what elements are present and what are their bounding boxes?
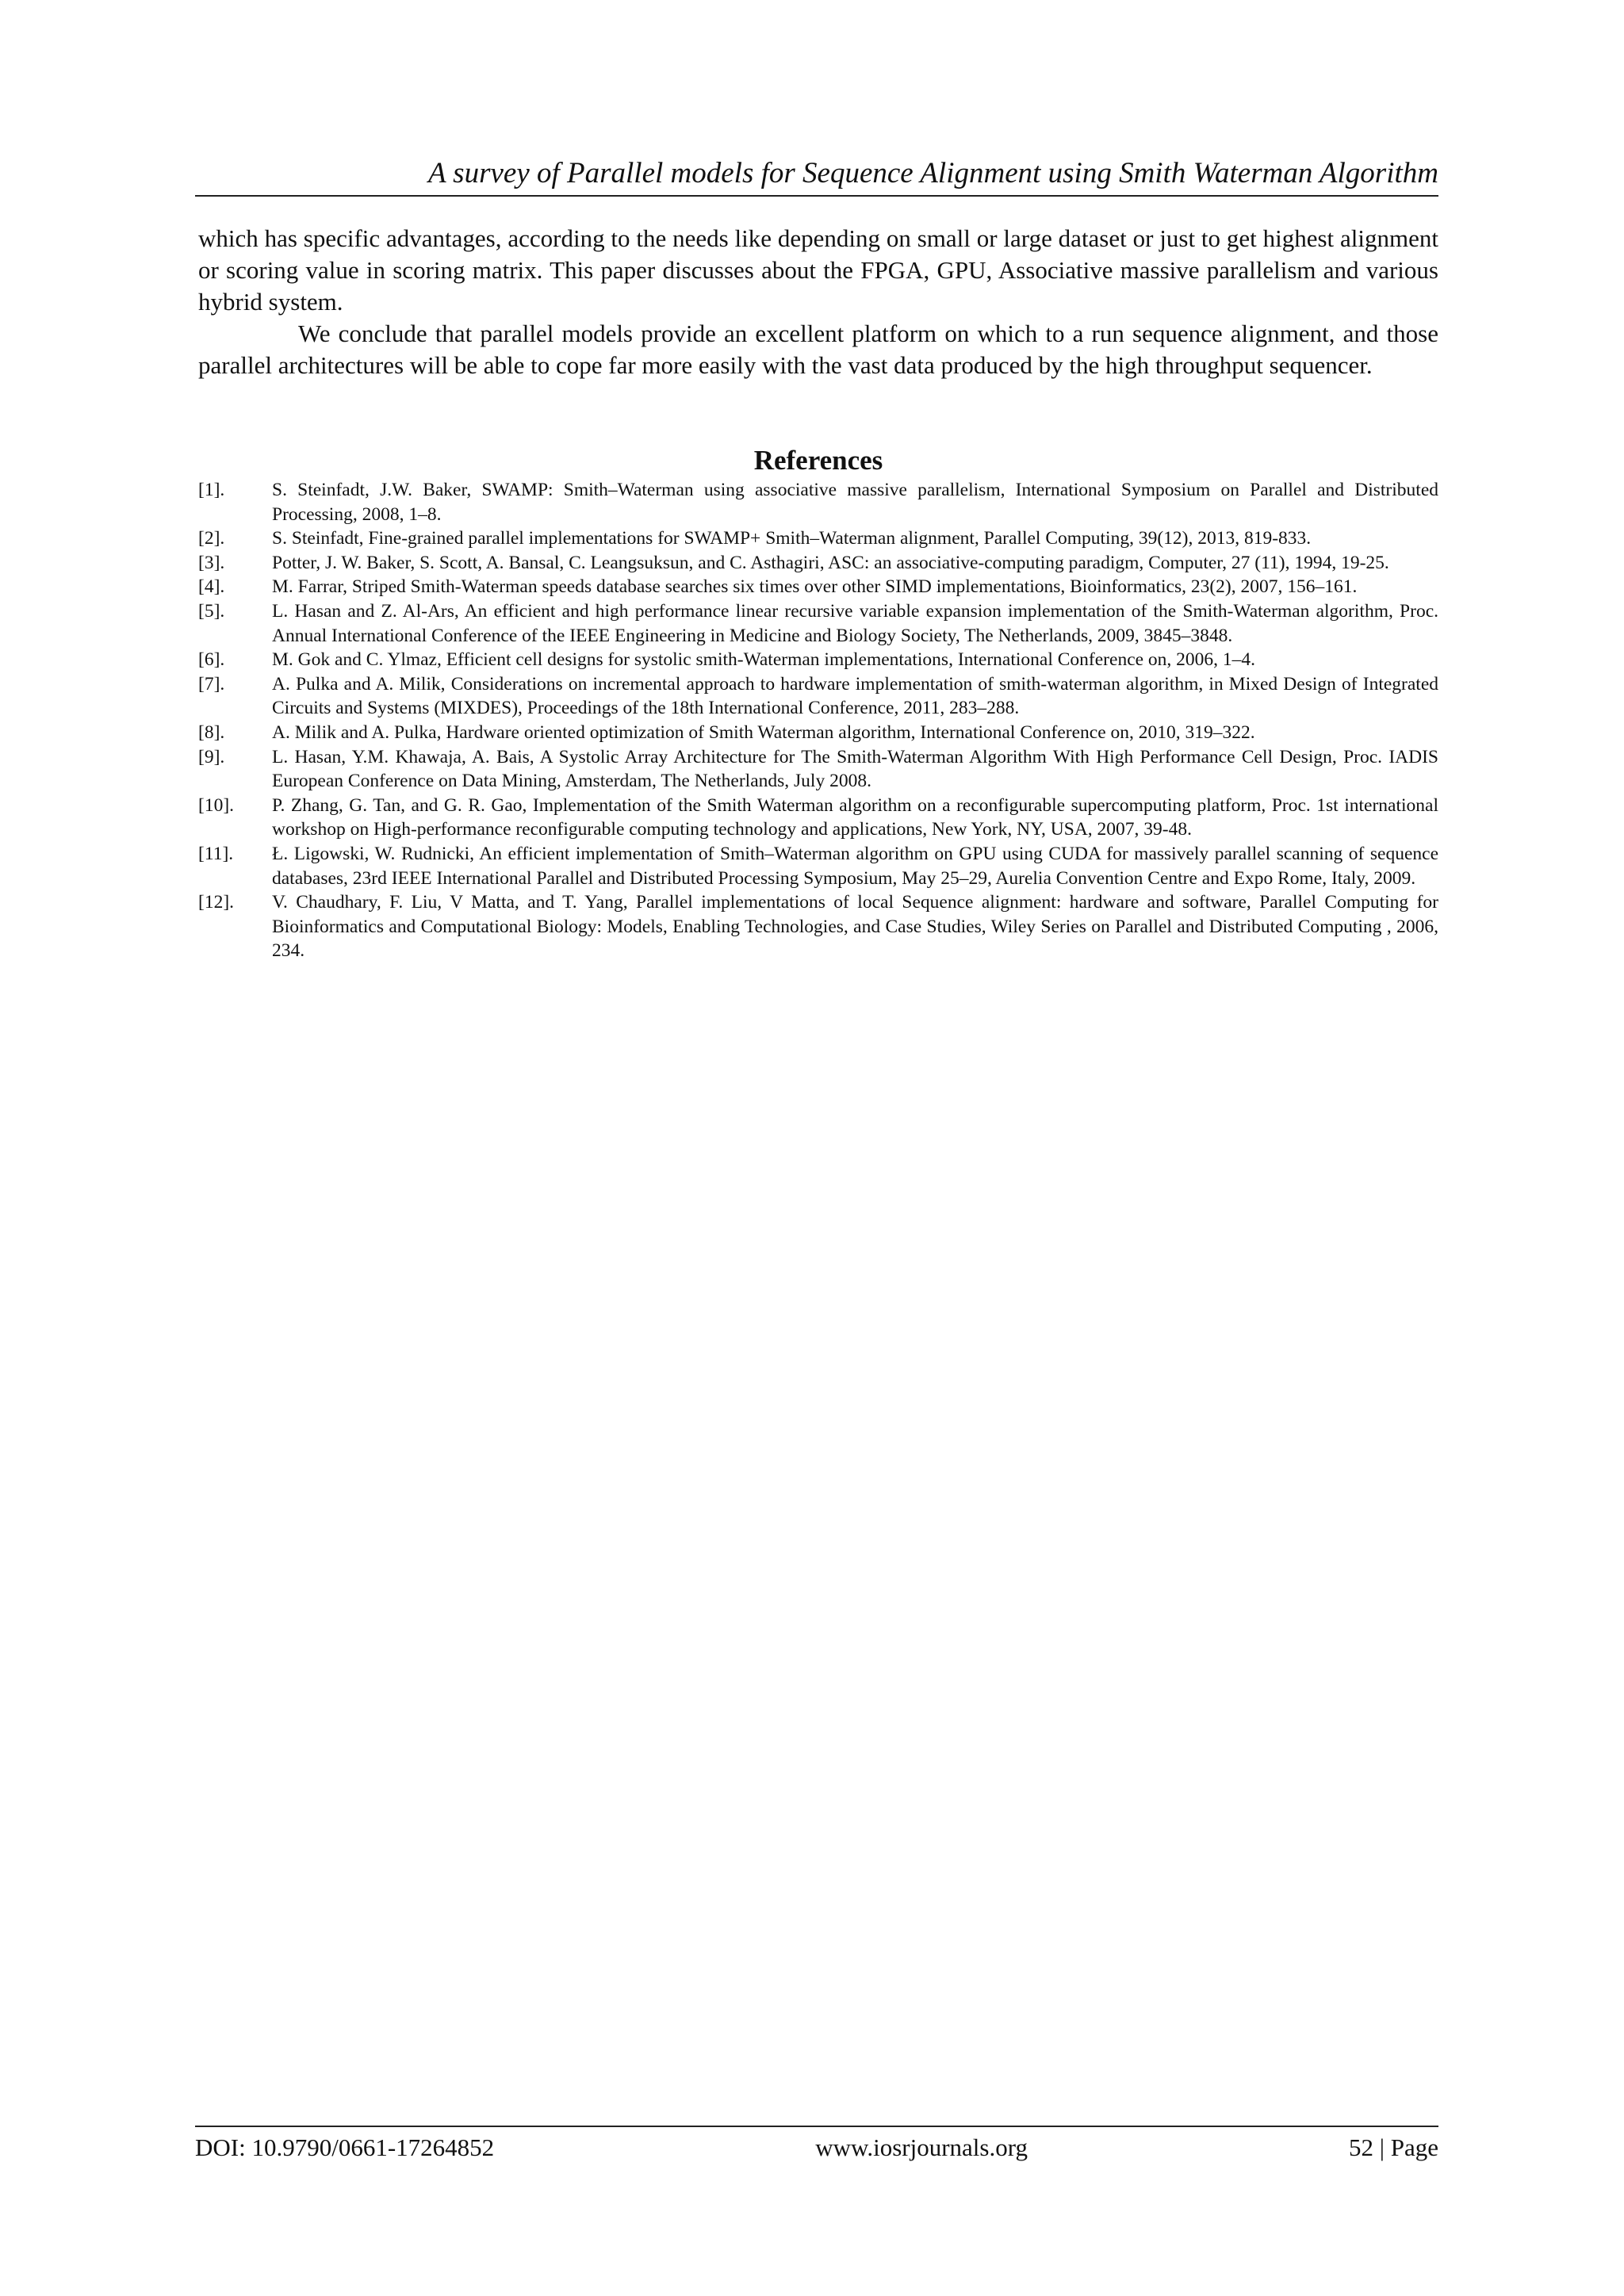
reference-text: Potter, J. W. Baker, S. Scott, A. Bansal, C. Leangsuksun, and C. Asthagiri, ASC: an associative-computing paradigm, Computer, 27 (11), 1994, 19-25.	[272, 552, 1389, 573]
reference-number: [1].	[198, 480, 225, 500]
reference-item	[198, 672, 1438, 721]
body-text	[198, 223, 1438, 381]
reference-number: [7].	[198, 673, 225, 695]
references-list	[198, 478, 1438, 963]
reference-item	[198, 526, 1438, 551]
reference-item	[198, 721, 1438, 745]
reference-number: [6].	[198, 649, 225, 671]
reference-item	[198, 842, 1438, 890]
footer-doi: DOI: 10.9790/0661-17264852	[195, 2133, 495, 2161]
header-title: A survey of Parallel models for Sequence Alignment using Smith Waterman Algorithm	[428, 157, 1438, 189]
reference-number: [10].	[198, 794, 235, 816]
reference-item	[198, 648, 1438, 672]
reference-text: A. Pulka and A. Milik, Considerations on incremental approach to hardware implementation of smith-waterman algorithm, in Mixed Design of Integrated Circuits and Systems (MIXDES), Proceedings of the 18th International Conference, 2011, 283–288.	[272, 673, 1438, 719]
reference-text: M. Gok and C. Ylmaz, Efficient cell designs for systolic smith-Waterman implementations, International Conference on, 2006, 1–4.	[272, 649, 1256, 671]
reference-number: [4].	[198, 576, 225, 598]
reference-item	[198, 745, 1438, 794]
reference-number: [12].	[198, 892, 235, 913]
reference-text: P. Zhang, G. Tan, and G. R. Gao, Implementation of the Smith Waterman algorithm on a reconfigurable supercomputing platform, Proc. 1st international workshop on High-performance reconfigurable computing technology and applications, New York, NY, USA, 2007, 39-48.	[272, 794, 1438, 840]
reference-text: A. Milik and A. Pulka, Hardware oriented optimization of Smith Waterman algorithm, International Conference on, 2010, 319–322.	[272, 721, 1255, 743]
reference-number: [11].	[198, 843, 234, 864]
reference-text: V. Chaudhary, F. Liu, V Matta, and T. Yang, Parallel implementations of local Sequence alignment: hardware and software, Parallel Computing for Bioinformatics and Computational Biology: Models, Enabling Technologies, and Case Studies, Wiley Series on Parallel and Distributed Computing , 2006, 234.	[272, 892, 1438, 962]
paragraph-2: We conclude that parallel models provide an excellent platform on which to a run sequence alignment, and those parallel architectures will be able to cope far more easily with the vast data produced by the high throughput sequencer.	[198, 320, 1438, 379]
paragraph-1: which has specific advantages, according to the needs like depending on small or large dataset or just to get highest alignment or scoring value in scoring matrix. This paper discusses about the FPGA, GPU, Associative massive parallelism and various hybrid system.	[198, 224, 1438, 316]
reference-text: L. Hasan, Y.M. Khawaja, A. Bais, A Systolic Array Architecture for The Smith-Waterman Algorithm With High Performance Cell Design, Proc. IADIS European Conference on Data Mining, Amsterdam, The Netherlands, July 2008.	[272, 746, 1438, 792]
reference-item	[198, 890, 1438, 963]
reference-item	[198, 478, 1438, 526]
references-heading: References	[753, 445, 883, 476]
reference-text: S. Steinfadt, J.W. Baker, SWAMP: Smith–Waterman using associative massive parallelism, International Symposium on Parallel and Distributed Processing, 2008, 1–8.	[272, 480, 1438, 525]
reference-text: L. Hasan and Z. Al-Ars, An efficient and high performance linear recursive variable expansion implementation of the Smith-Waterman algorithm, Proc. Annual International Conference of the IEEE Engineering in Medicine and Biology Society, The Netherlands, 2009, 3845–3848.	[272, 600, 1438, 646]
reference-text: Ł. Ligowski, W. Rudnicki, An efficient implementation of Smith–Waterman algorithm on GPU using CUDA for massively parallel scanning of sequence databases, 23rd IEEE International Parallel and Distributed Processing Symposium, May 25–29, Aurelia Convention Centre and Expo Rome, Italy, 2009.	[272, 843, 1438, 889]
footer-page-number: 52 | Page	[1349, 2133, 1438, 2161]
reference-item	[198, 794, 1438, 842]
reference-number: [2].	[198, 528, 225, 549]
reference-item	[198, 575, 1438, 599]
reference-item	[198, 551, 1438, 576]
reference-number: [8].	[198, 721, 225, 743]
reference-number: [3].	[198, 552, 225, 573]
reference-text: M. Farrar, Striped Smith-Waterman speeds database searches six times over other SIMD implementations, Bioinformatics, 23(2), 2007, 156–161.	[272, 576, 1358, 598]
reference-text: S. Steinfadt, Fine-grained parallel implementations for SWAMP+ Smith–Waterman alignment, Parallel Computing, 39(12), 2013, 819-833.	[272, 528, 1312, 549]
page-footer	[195, 2126, 1438, 2164]
reference-number: [5].	[198, 600, 225, 622]
reference-number: [9].	[198, 746, 225, 767]
reference-item	[198, 599, 1438, 648]
footer-website: www.iosrjournals.org	[815, 2133, 1028, 2161]
running-header	[195, 155, 1438, 197]
